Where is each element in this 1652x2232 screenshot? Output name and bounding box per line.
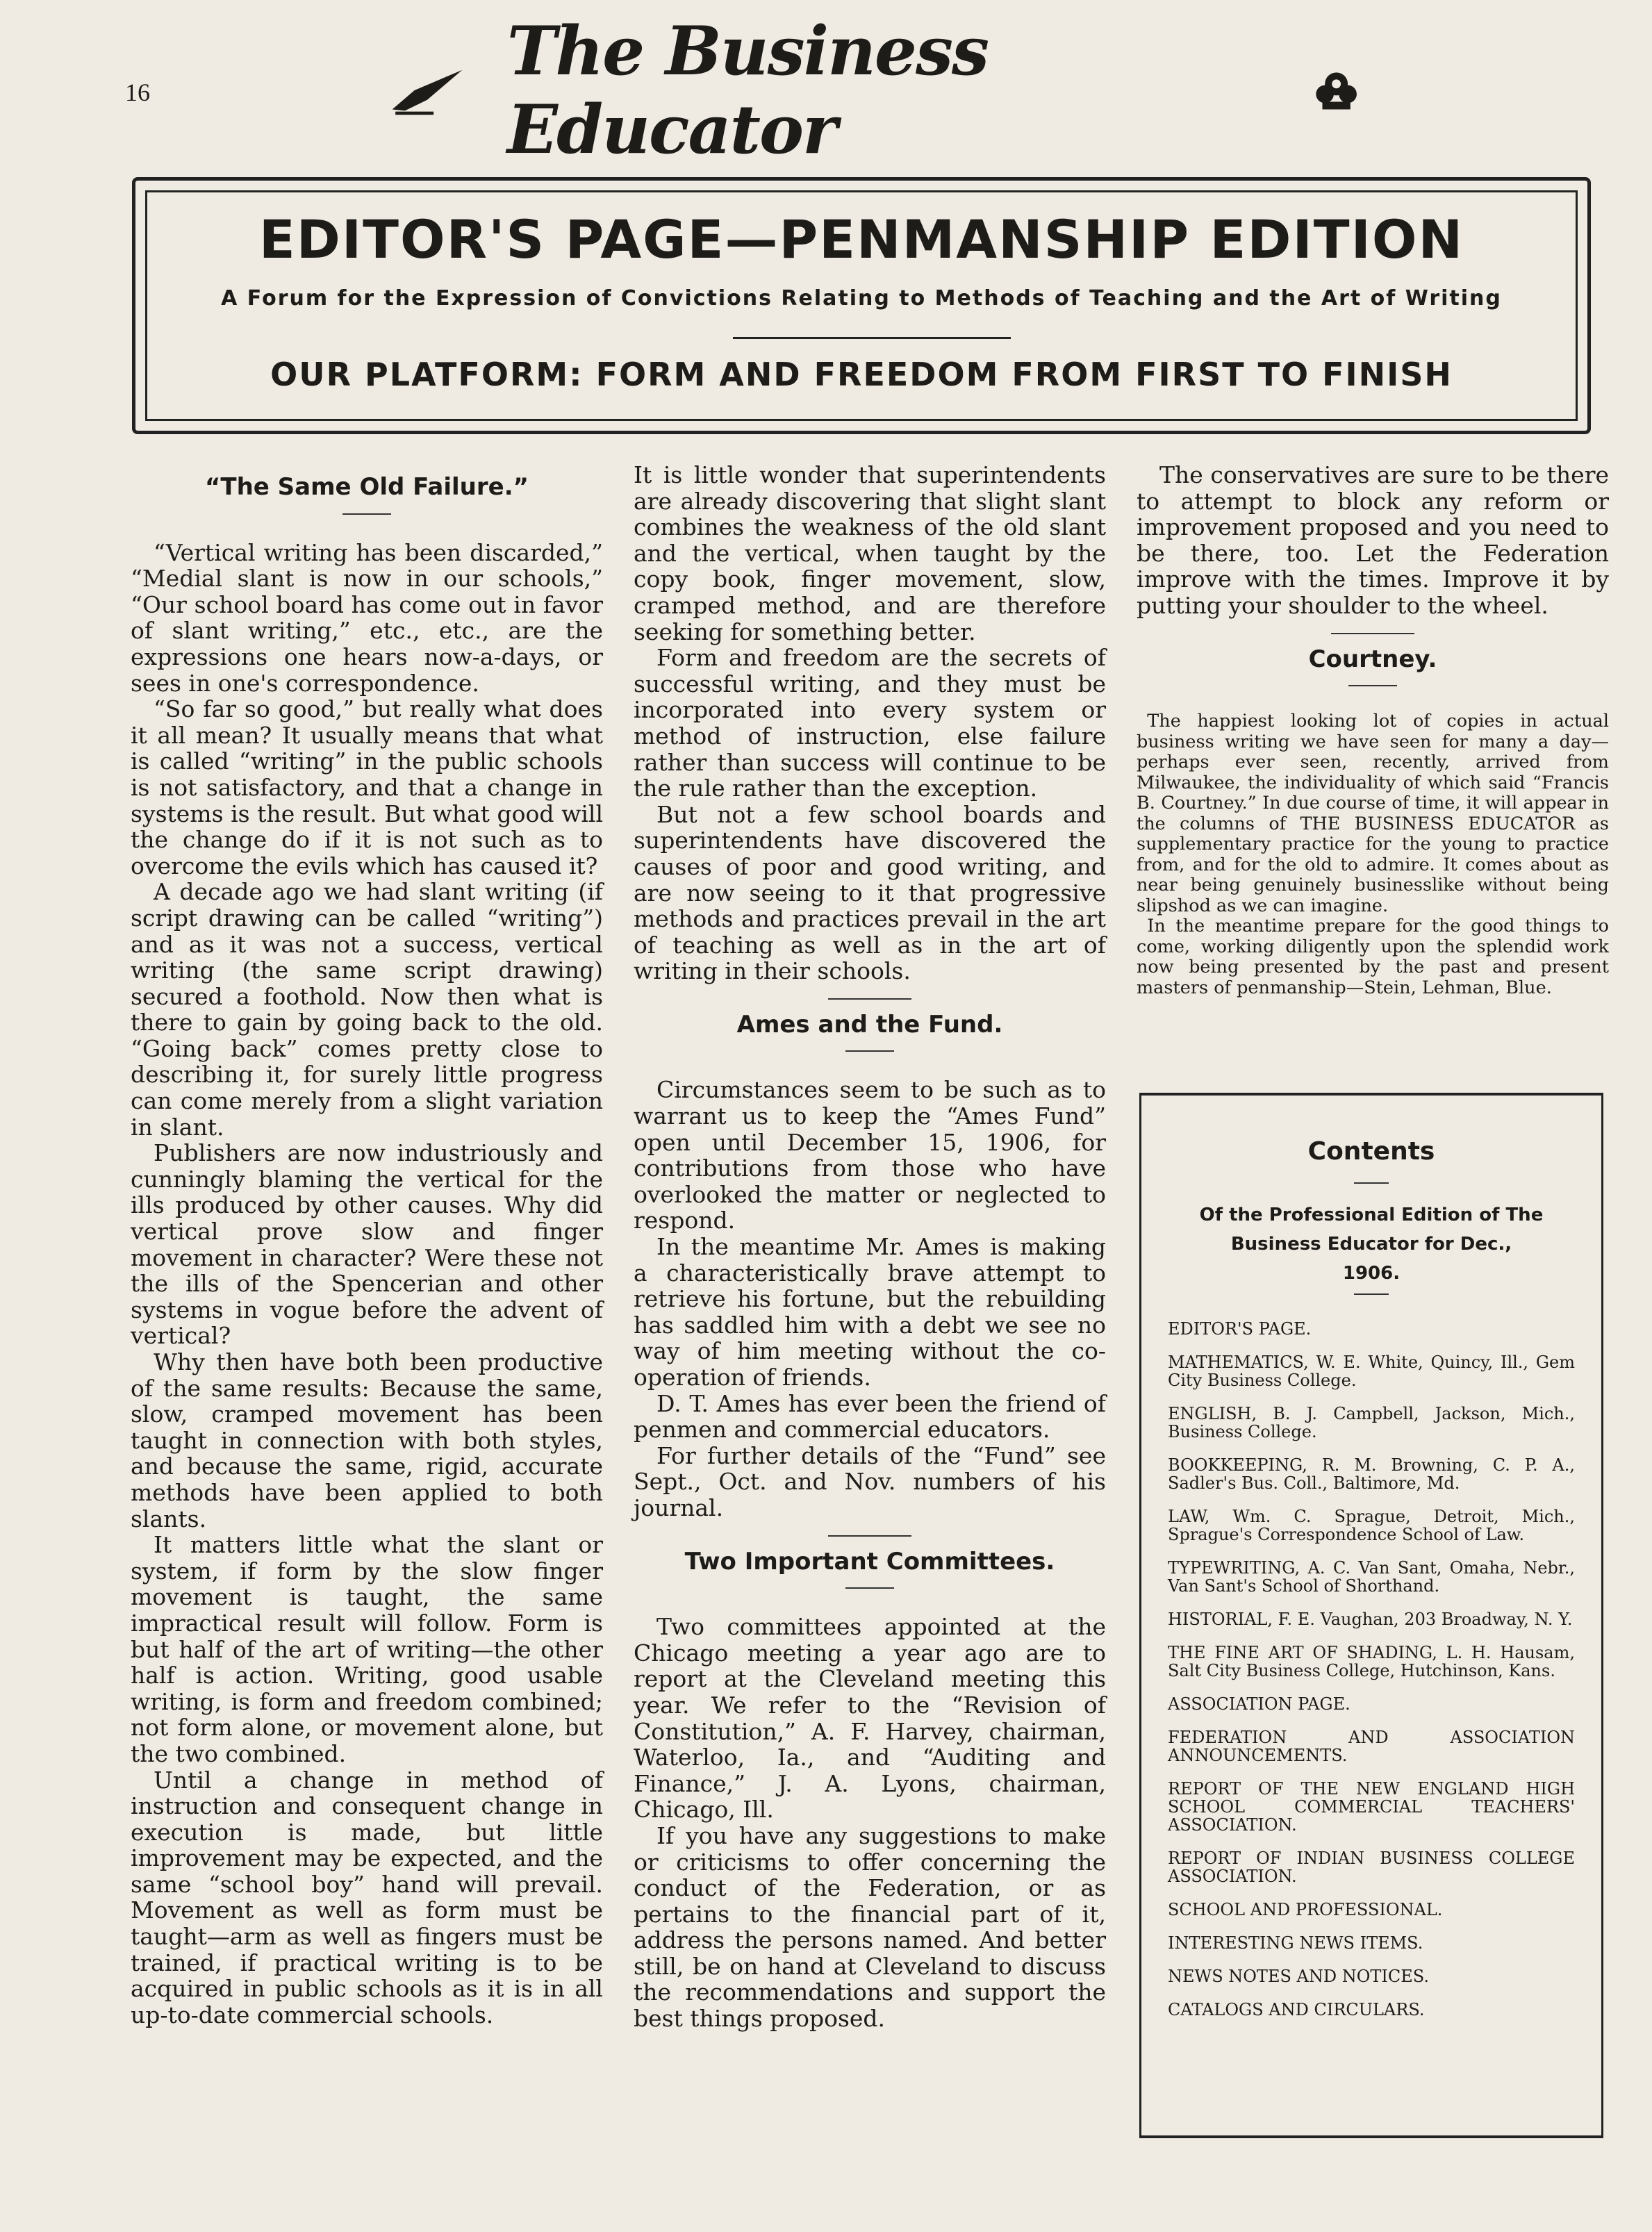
contents-item: BOOKKEEPING, R. M. Browning, C. P. A., Sadler's Bus. Coll., Baltimore, Md. bbox=[1168, 1455, 1575, 1493]
courtney-text bbox=[1137, 711, 1609, 998]
paragraph: Circumstances seem to be such as to warrant us to keep the “Ames Fund” open until December 15, 1906, for contributions from those who have overlooked the matter or neglected to respond. bbox=[634, 1076, 1106, 1234]
contents-item: CATALOGS AND CIRCULARS. bbox=[1168, 2000, 1425, 2019]
contents-title: Contents bbox=[1307, 1137, 1435, 1166]
divider bbox=[828, 998, 911, 1000]
contents-item: LAW, Wm. C. Sprague, Detroit, Mich., Sprague's Correspondence School of Law. bbox=[1168, 1507, 1575, 1544]
paragraph: Publishers are now industriously and cunningly blaming the vertical for the ills produced by other causes. Why did vertical prove slow and finger movement in character? Were these not the ills of the Spencerian and other systems in vogue before the advent of vertical? bbox=[131, 1139, 603, 1350]
banner-subtitle: A Forum for the Expression of Convictions Relating to Methods of Teaching and the Art of Writing bbox=[221, 286, 1502, 311]
column-3 bbox=[1137, 462, 1609, 998]
divider bbox=[342, 513, 391, 515]
ornament-icon bbox=[1311, 63, 1362, 118]
contents-item: ASSOCIATION PAGE. bbox=[1168, 1694, 1350, 1714]
divider bbox=[1354, 1182, 1389, 1184]
divider bbox=[1348, 685, 1397, 686]
contents-subtitle-line: 1906. bbox=[1342, 1263, 1401, 1284]
paragraph: D. T. Ames has ever been the friend of penmen and commercial educators. bbox=[634, 1389, 1106, 1444]
column-1 bbox=[131, 462, 603, 2028]
contents-item: TYPEWRITING, A. C. Van Sant, Omaha, Nebr., Van Sant's School of Shorthand. bbox=[1168, 1558, 1575, 1596]
article-heading-same-old-failure: “The Same Old Failure.” bbox=[205, 473, 529, 501]
editors-page-banner bbox=[132, 177, 1591, 434]
masthead bbox=[389, 12, 1362, 169]
contents-item: REPORT OF THE NEW ENGLAND HIGH SCHOOL COMMERCIAL TEACHERS' ASSOCIATION. bbox=[1168, 1779, 1575, 1835]
page-number: 16 bbox=[125, 78, 150, 106]
divider bbox=[1331, 633, 1414, 634]
paragraph: But not a few school boards and superintendents have discovered the causes of poor and good writing, and are now seeing to it that progressive methods and practices prevail in the art of teaching as well as in the art of writing in their schools. bbox=[634, 800, 1106, 985]
contents-item: REPORT OF INDIAN BUSINESS COLLEGE ASSOCIATION. bbox=[1168, 1849, 1575, 1886]
contents-item: INTERESTING NEWS ITEMS. bbox=[1168, 1933, 1423, 1953]
paragraph: For further details of the “Fund” see Sept., Oct. and Nov. numbers of his journal. bbox=[634, 1441, 1106, 1521]
paragraph: “Vertical writing has been discarded,” “Medial slant is now in our schools,” “Our school board has come out in favor of slant writing,” etc., etc., are the expressions one hears now-a-days, or sees in one's correspondence. bbox=[131, 538, 603, 697]
contents-item: MATHEMATICS, W. E. White, Quincy, Ill., Gem City Business College. bbox=[1168, 1353, 1575, 1390]
paragraph: In the meantime Mr. Ames is making a characteristically brave attempt to retrieve his fortune, but the rebuilding has saddled him with a debt we see no way of him meeting without the co-operation of friends. bbox=[634, 1233, 1106, 1391]
paragraph: If you have any suggestions to make or criticisms to offer concerning the conduct of the Federation, or as pertains to the financial part of it, address the persons named. And better still, be on hand at Cleveland to discuss the recommendations and support the best things proposed. bbox=[634, 1821, 1106, 2033]
contents-item: HISTORIAL, F. E. Vaughan, 203 Broadway, N. Y. bbox=[1168, 1610, 1573, 1629]
contents-subtitle-line: Business Educator for Dec., bbox=[1230, 1234, 1512, 1255]
contents-item: THE FINE ART OF SHADING, L. H. Hausam, Salt City Business College, Hutchinson, Kans. bbox=[1168, 1643, 1575, 1680]
paragraph: A decade ago we had slant writing (if script drawing can be called “writing”) and as it was not a success, vertical writing (the same script drawing) secured a foothold. Now then what is there to gain by going back to the old. “Going back” comes pretty close to describing it, for surely little progress can come merely from a slight variation in slant. bbox=[131, 878, 603, 1141]
article-heading-ames-fund: Ames and the Fund. bbox=[736, 1010, 1003, 1039]
contents-item: ENGLISH, B. J. Campbell, Jackson, Mich., Business College. bbox=[1168, 1404, 1575, 1441]
contents-subtitle-line: Of the Professional Edition of The bbox=[1199, 1205, 1544, 1225]
banner-platform: OUR PLATFORM: FORM AND FREEDOM FROM FIRST TO FINISH bbox=[270, 356, 1453, 393]
contents-box bbox=[1139, 1093, 1603, 2138]
paragraph: It matters little what the slant or system, if form by the slow finger movement is taught, the same impractical result will follow. Form is but half of the art of writing—the other half is action. Writing, good usable writing, is form and freedom combined; not form alone, or movement alone, but the two combined. bbox=[131, 1531, 603, 1767]
divider bbox=[1354, 1293, 1389, 1295]
contents-item: SCHOOL AND PROFESSIONAL. bbox=[1168, 1900, 1443, 1919]
paragraph: The happiest looking lot of copies in actual business writing we have seen for many a day—perhaps ever seen, recently, arrived from Milwaukee, the individuality of which said “Francis B. Courtney.” In due course of time, it will appear in the columns of THE BUSINESS EDUCATOR as supplementary practice for the young to practice from, and for the old to admire. It comes about as near being genuinely businesslike without being slipshod as we can imagine. bbox=[1137, 711, 1609, 916]
paragraph: In the meantime prepare for the good things to come, working diligently upon the splendid work now being presented by the past and present masters of penmanship—Stein, Lehman, Blue. bbox=[1137, 916, 1609, 998]
contents-item: FEDERATION AND ASSOCIATION ANNOUNCEMENTS. bbox=[1168, 1728, 1575, 1765]
paragraph: Why then have both been productive of the same results: Because the same, slow, cramped movement has been taught in connection with both styles, and because the same, rigid, accurate methods have been applied to both slants. bbox=[131, 1348, 603, 1532]
paragraph: Until a change in method of instruction and consequent change in execution is made, but little improvement may be expected, and the same “school boy” hand will prevail. Movement as well as form must be taught—arm as well as fingers must be trained, if practical writing is to be acquired in public schools as it is in all up-to-date commercial schools. bbox=[131, 1766, 603, 2028]
banner-title: EDITOR'S PAGE—PENMANSHIP EDITION bbox=[258, 208, 1464, 270]
divider bbox=[845, 1587, 894, 1589]
masthead-title: The Business Educator bbox=[506, 12, 989, 169]
contents-item: NEWS NOTES AND NOTICES. bbox=[1168, 1967, 1429, 1986]
article-heading-two-committees: Two Important Committees. bbox=[684, 1547, 1055, 1576]
contents-item: EDITOR'S PAGE. bbox=[1168, 1319, 1312, 1339]
contents-list bbox=[1141, 1320, 1601, 2019]
banner-divider bbox=[733, 337, 1011, 339]
quill-icon bbox=[389, 63, 465, 118]
divider bbox=[845, 1050, 894, 1052]
paragraph: Form and freedom are the secrets of successful writing, and they must be incorporated into every system or method of instruction, else failure rather than success will continue to be the rule rather than the exception. bbox=[634, 644, 1106, 802]
paragraph: It is little wonder that superintendents are already discovering that slight slant combines the weakness of the old slant and the vertical, when taught by the copy book, finger movement, slow, cramped method, and are therefore seeking for something better. bbox=[634, 461, 1106, 645]
article-heading-courtney: Courtney. bbox=[1308, 645, 1437, 673]
paragraph: “So far so good,” but really what does it all mean? It usually means that what is called “writing” in the public schools is not satisfactory, and that a change in systems is the result. But what good will the change do if it is not such as to overcome the evils which has caused it? bbox=[131, 695, 603, 879]
paragraph: The conservatives are sure to be there to attempt to block any reform or improvement proposed and you need to be there, too. Let the Federation improve with the times. Improve it by putting your shoulder to the wheel. bbox=[1137, 461, 1609, 619]
paragraph: Two committees appointed at the Chicago meeting a year ago are to report at the Cleveland meeting this year. We refer to the “Revision of Constitution,” A. F. Harvey, chairman, Waterloo, Ia., and “Auditing and Finance,” J. A. Lyons, chairman, Chicago, Ill. bbox=[634, 1613, 1106, 1824]
column-2 bbox=[634, 462, 1106, 2032]
divider bbox=[828, 1535, 911, 1537]
